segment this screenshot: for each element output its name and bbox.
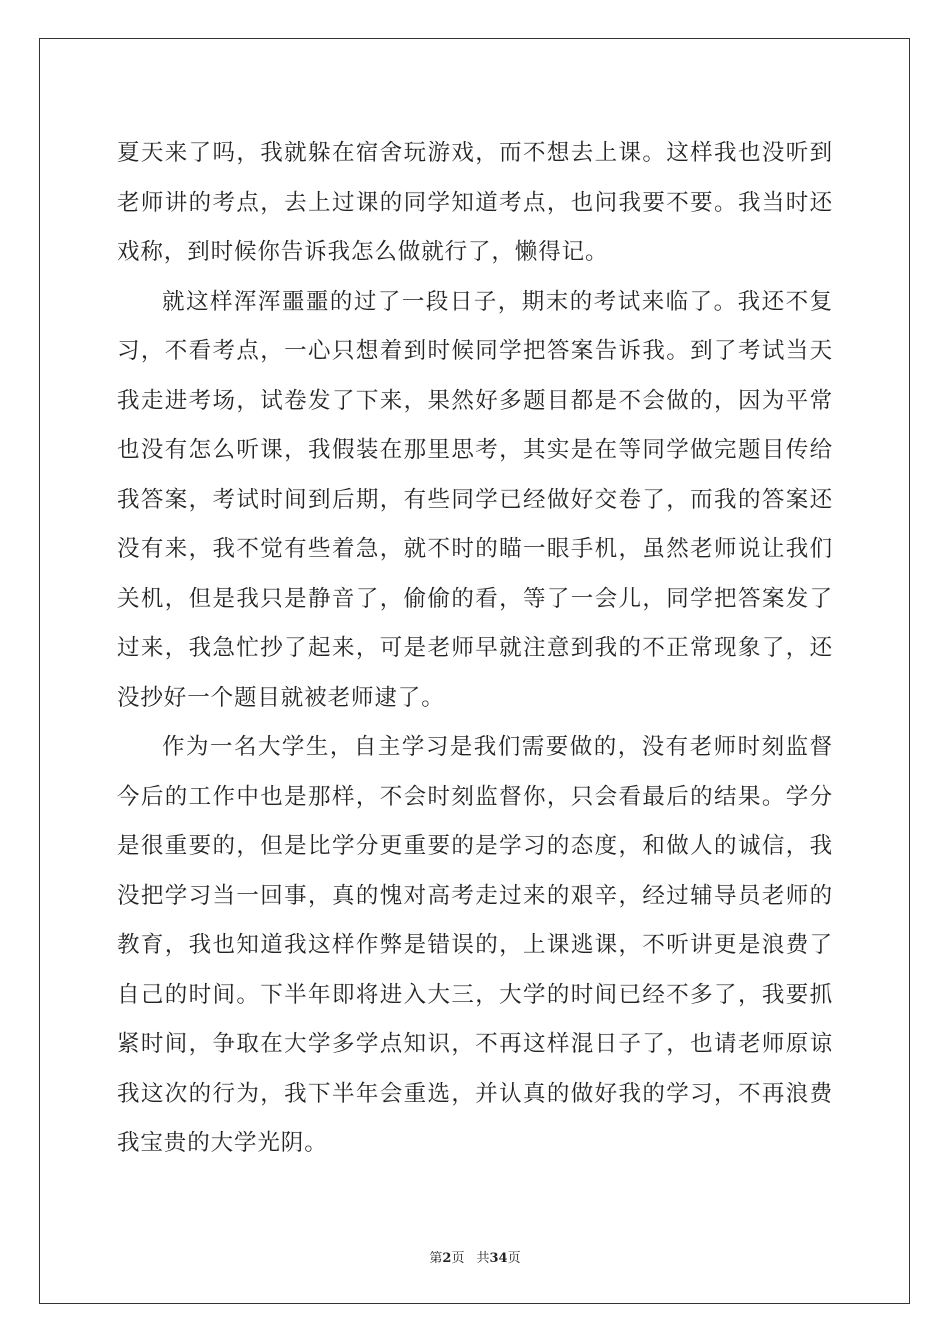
total-prefix: 共	[476, 1251, 490, 1266]
paragraph-first-line: 作为一名大学生，自主学习是我们需要做的，没有老师时刻监督	[162, 734, 833, 760]
text-line: 今后的工作中也是那样，不会时刻监督你，只会看最后的结果。学分	[117, 783, 833, 810]
page-prefix: 第	[429, 1251, 443, 1266]
text-line: 夏天来了吗，我就躲在宿舍玩游戏，而不想去上课。这样我也没听到	[117, 140, 833, 166]
text-line: 是很重要的，但是比学分更重要的是学习的态度，和做人的诚信，我	[117, 833, 833, 859]
text-line: 也没有怎么听课，我假装在那里思考，其实是在等同学做完题目传给	[117, 437, 833, 463]
page-suffix: 页	[451, 1251, 465, 1266]
text-line: 紧时间，争取在大学多学点知识，不再这样混日子了，也请老师原谅	[117, 1031, 833, 1057]
text-line: 我答案，考试时间到后期，有些同学已经做好交卷了，而我的答案还	[117, 486, 833, 513]
total-pages: 34	[489, 1251, 508, 1266]
text-line: 我这次的行为，我下半年会重选，并认真的做好我的学习，不再浪费	[117, 1080, 833, 1107]
text-line: 我走进考场，试卷发了下来，果然好多题目都是不会做的，因为平常	[117, 387, 833, 414]
text-line: 我宝贵的大学光阴。	[117, 1130, 328, 1156]
document-body	[117, 133, 833, 1173]
text-line: 没把学习当一回事，真的愧对高考走过来的艰辛，经过辅导员老师的	[117, 882, 833, 909]
text-line: 教育，我也知道我这样作弊是错误的，上课逃课，不听讲更是浪费了	[117, 932, 833, 958]
text-line: 戏称，到时候你告诉我怎么做就行了，懒得记。	[117, 239, 609, 265]
total-suffix: 页	[507, 1251, 521, 1266]
paragraph-first-line: 就这样浑浑噩噩的过了一段日子，期末的考试来临了。我还不复	[162, 288, 833, 315]
page-number: 2	[442, 1251, 452, 1266]
text-line: 没抄好一个题目就被老师逮了。	[117, 684, 445, 711]
text-line: 老师讲的考点，去上过课的同学知道考点，也问我要不要。我当时还	[117, 189, 833, 216]
text-line: 自己的时间。下半年即将进入大三，大学的时间已经不多了，我要抓	[117, 981, 833, 1008]
text-line: 没有来，我不觉有些着急，就不时的瞄一眼手机，虽然老师说让我们	[117, 536, 833, 562]
page-footer	[0, 1247, 950, 1266]
text-line: 习，不看考点，一心只想着到时候同学把答案告诉我。到了考试当天	[117, 338, 833, 364]
text-line: 关机，但是我只是静音了，偷偷的看，等了一会儿，同学把答案发了	[117, 585, 833, 612]
text-line: 过来，我急忙抄了起来，可是老师早就注意到我的不正常现象了，还	[117, 635, 833, 661]
